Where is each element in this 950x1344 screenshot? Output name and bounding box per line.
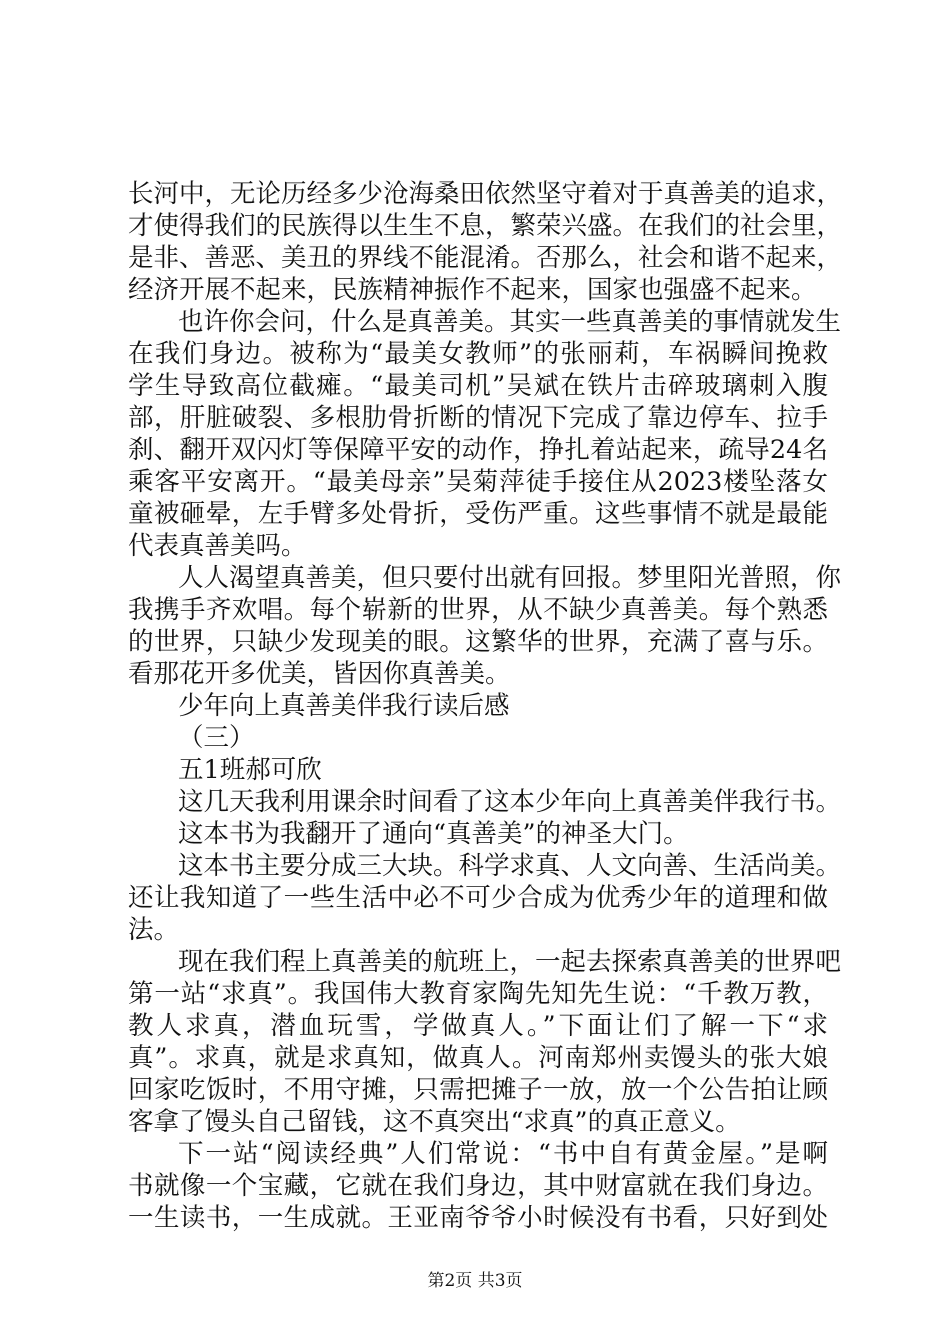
paragraph-line: 下一站“阅读经典”人们常说：“书中自有黄金屋。”是啊 bbox=[178, 1139, 828, 1169]
paragraph-line: 真”。求真，就是求真知，做真人。河南郑州卖馒头的张大娘 bbox=[128, 1043, 828, 1073]
section-subtitle: （三） bbox=[178, 723, 255, 753]
paragraph-line: 部，肝脏破裂、多根肋骨折断的情况下完成了靠边停车、拉手 bbox=[128, 403, 828, 433]
author-line: 五1班郝可欣 bbox=[178, 755, 322, 785]
paragraph-line: 是非、善恶、美丑的界线不能混淆。否那么，社会和谐不起来， bbox=[128, 243, 843, 273]
paragraph-line: 人人渴望真善美，但只要付出就有回报。梦里阳光普照，你 bbox=[178, 563, 842, 593]
paragraph-line: 这几天我利用课余时间看了这本少年向上真善美伴我行书。 bbox=[178, 787, 842, 817]
paragraph-line: 现在我们程上真善美的航班上，一起去探索真善美的世界吧 bbox=[178, 947, 842, 977]
section-title: 少年向上真善美伴我行读后感 bbox=[178, 691, 510, 721]
paragraph-line: 回家吃饭时，不用守摊，只需把摊子一放，放一个公告拍让顾 bbox=[128, 1075, 828, 1105]
paragraph-line: 教人求真，潜血玩雪，学做真人。”下面让们了解一下“求 bbox=[128, 1011, 828, 1041]
paragraph-line: 经济开展不起来，民族精神振作不起来，国家也强盛不起来。 bbox=[128, 275, 817, 305]
paragraph-line: 长河中，无论历经多少沧海桑田依然坚守着对于真善美的追求， bbox=[128, 179, 843, 209]
paragraph-line: 客拿了馒头自己留钱，这不真突出“求真”的真正意义。 bbox=[128, 1107, 741, 1137]
page-number-footer: 第2页 共3页 bbox=[427, 1271, 523, 1291]
paragraph-line: 刹、翻开双闪灯等保障平安的动作，挣扎着站起来，疏导24名 bbox=[128, 435, 828, 465]
paragraph-line: 看那花开多优美，皆因你真善美。 bbox=[128, 659, 511, 689]
paragraph-line: 的世界，只缺少发现美的眼。这繁华的世界，充满了喜与乐。 bbox=[128, 627, 828, 657]
paragraph-line: 也许你会问，什么是真善美。其实一些真善美的事情就发生 bbox=[178, 307, 842, 337]
paragraph-line: 书就像一个宝藏，它就在我们身边，其中财富就在我们身边。 bbox=[128, 1171, 828, 1201]
paragraph-line: 这本书主要分成三大块。科学求真、人文向善、生活尚美。 bbox=[178, 851, 842, 881]
paragraph-line: 在我们身边。被称为“最美女教师”的张丽莉，车祸瞬间挽救 bbox=[128, 339, 828, 369]
paragraph-line: 这本书为我翻开了通向“真善美”的神圣大门。 bbox=[178, 819, 689, 849]
paragraph-line: 还让我知道了一些生活中必不可少合成为优秀少年的道理和做 bbox=[128, 883, 828, 913]
paragraph-line: 童被砸晕，左手臂多处骨折，受伤严重。这些事情不就是最能 bbox=[128, 499, 828, 529]
paragraph-line: 第一站“求真”。我国伟大教育家陶先知先生说：“千教万教， bbox=[128, 979, 828, 1009]
paragraph-line: 学生导致高位截瘫。“最美司机”吴斌在铁片击碎玻璃刺入腹 bbox=[128, 371, 828, 401]
paragraph-line: 法。 bbox=[128, 915, 180, 945]
paragraph-line: 代表真善美吗。 bbox=[128, 531, 307, 561]
paragraph-line: 乘客平安离开。“最美母亲”吴菊萍徒手接住从2023楼坠落女 bbox=[128, 467, 828, 497]
paragraph-line: 我携手齐欢唱。每个崭新的世界，从不缺少真善美。每个熟悉 bbox=[128, 595, 828, 625]
paragraph-line: 才使得我们的民族得以生生不息，繁荣兴盛。在我们的社会里， bbox=[128, 211, 843, 241]
paragraph-line: 一生读书，一生成就。王亚南爷爷小时候没有书看，只好到处 bbox=[128, 1203, 828, 1233]
